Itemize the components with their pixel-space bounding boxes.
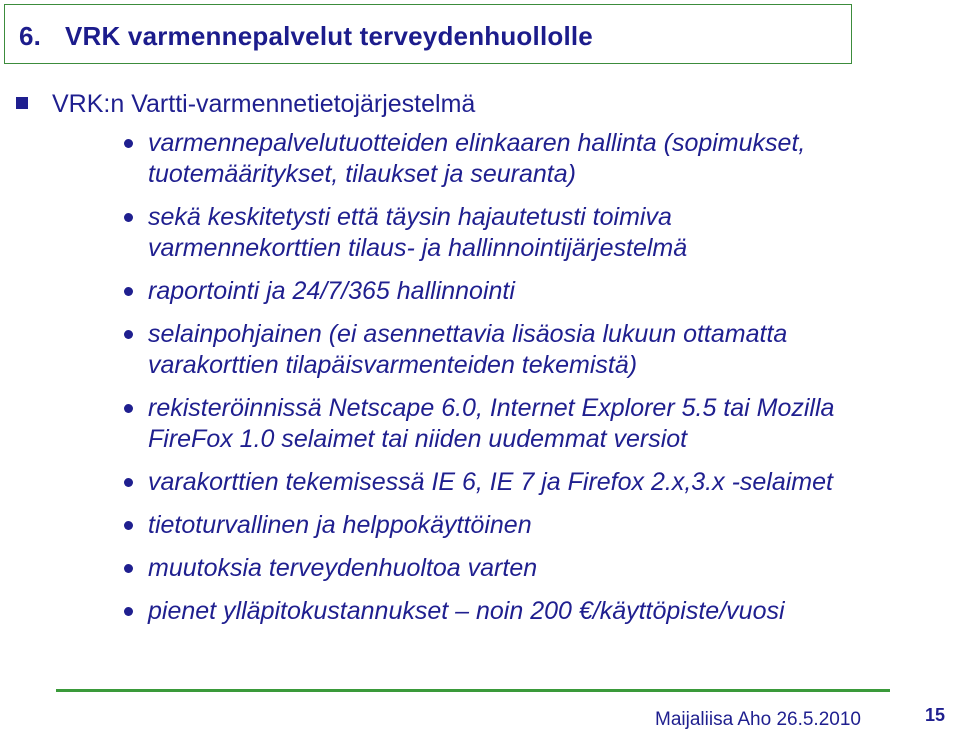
- list-item-text: sekä keskitetysti että täysin hajautetusti toimiva varmennekorttien tilaus- ja hallinnointijärjestelmä: [148, 203, 688, 262]
- slide-title-text: VRK varmennepalvelut terveydenhuollolle: [65, 21, 593, 51]
- list-item-text: tietoturvallinen ja helppokäyttöinen: [148, 511, 532, 539]
- list-item: [120, 276, 960, 307]
- bullet-dot-icon: [124, 287, 133, 296]
- list-item: [120, 202, 960, 264]
- page-number: 15: [925, 705, 946, 725]
- list-item: [120, 596, 960, 627]
- list-item-text: selainpohjainen (ei asennettavia lisäosia lukuun ottamatta varakorttien tilapäisvarmenteiden tekemistä): [148, 320, 788, 379]
- footer-author-date: Maijaliisa Aho 26.5.2010: [655, 709, 861, 730]
- list-item: [120, 393, 960, 455]
- list-item-text: muutoksia terveydenhuoltoa varten: [148, 554, 538, 582]
- list-item: [120, 553, 960, 584]
- bullet-dot-icon: [124, 404, 133, 413]
- list-item-text: varmennepalvelutuotteiden elinkaaren hallinta (sopimukset, tuotemääritykset, tilaukset ja seuranta): [148, 129, 806, 188]
- bullet-dot-icon: [124, 607, 133, 616]
- square-bullet-icon: [16, 97, 28, 109]
- bullet-dot-icon: [124, 213, 133, 222]
- list-item: [120, 128, 960, 190]
- main-bullet-text: VRK:n Vartti-varmennetietojärjestelmä: [52, 90, 476, 118]
- bullet-dot-icon: [124, 478, 133, 487]
- footer-divider: [56, 689, 890, 692]
- list-item-text: raportointi ja 24/7/365 hallinnointi: [148, 277, 515, 305]
- list-item: [120, 319, 960, 381]
- slide-title-number: 6.: [19, 21, 42, 51]
- bullet-dot-icon: [124, 330, 133, 339]
- list-item: [120, 510, 960, 541]
- bullet-dot-icon: [124, 564, 133, 573]
- main-bullet: [16, 90, 475, 119]
- list-item-text: rekisteröinnissä Netscape 6.0, Internet Explorer 5.5 tai Mozilla FireFox 1.0 selaimet tai niiden uudemmat versiot: [148, 394, 835, 453]
- list-item-text: varakorttien tekemisessä IE 6, IE 7 ja Firefox 2.x,3.x -selaimet: [148, 468, 833, 496]
- slide-title-box: [4, 4, 852, 64]
- bullet-dot-icon: [124, 521, 133, 530]
- slide-title: [19, 21, 593, 52]
- sub-bullet-list: [120, 128, 960, 639]
- bullet-dot-icon: [124, 139, 133, 148]
- list-item-text: pienet ylläpitokustannukset – noin 200 €/käyttöpiste/vuosi: [148, 597, 785, 625]
- list-item: [120, 467, 960, 498]
